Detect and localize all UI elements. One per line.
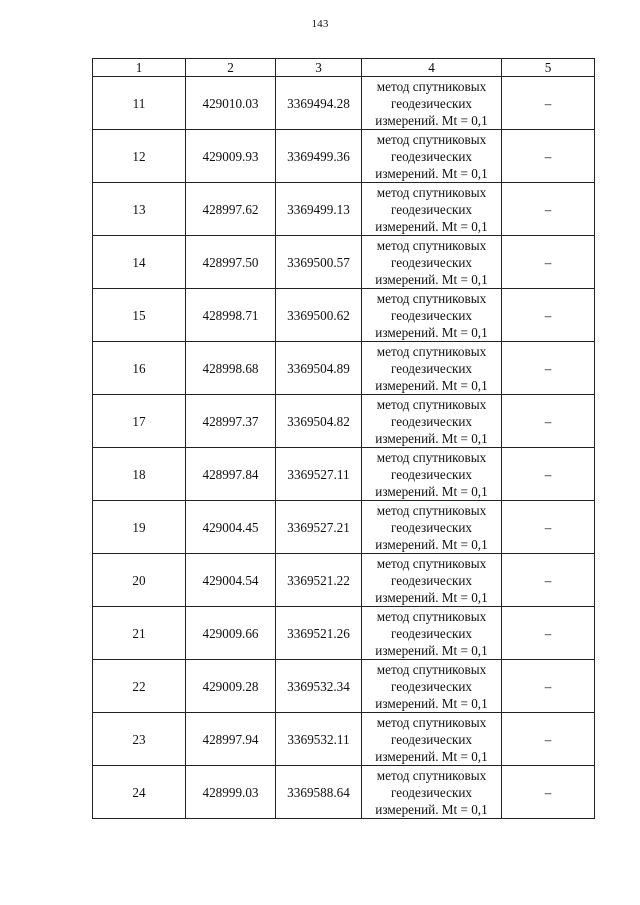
method-line: метод спутниковых (376, 767, 487, 783)
method-line: геодезических (390, 254, 473, 270)
method-line: метод спутниковых (376, 237, 487, 253)
method-cell (362, 130, 502, 183)
method-line: измерений. Mt = 0,1 (375, 536, 488, 552)
note-cell: – (502, 395, 595, 448)
y-coordinate-cell: 3369527.11 (276, 448, 362, 501)
point-number-cell: 15 (93, 289, 186, 342)
y-coordinate-cell: 3369499.36 (276, 130, 362, 183)
method-line: геодезических (390, 95, 473, 111)
point-number-cell: 23 (93, 713, 186, 766)
method-line: измерений. Mt = 0,1 (375, 748, 488, 764)
method-cell (362, 554, 502, 607)
y-coordinate-cell: 3369532.11 (276, 713, 362, 766)
method-cell (362, 766, 502, 819)
header-cell-2: 2 (186, 59, 276, 77)
method-cell (362, 448, 502, 501)
point-number-cell: 14 (93, 236, 186, 289)
method-line: измерений. Mt = 0,1 (375, 589, 488, 605)
x-coordinate-cell: 428999.03 (186, 766, 276, 819)
note-cell: – (502, 607, 595, 660)
method-cell (362, 236, 502, 289)
note-cell: – (502, 448, 595, 501)
method-line: измерений. Mt = 0,1 (375, 271, 488, 287)
method-line: измерений. Mt = 0,1 (375, 695, 488, 711)
table-row (93, 289, 595, 342)
point-number-cell: 20 (93, 554, 186, 607)
table-row (93, 713, 595, 766)
method-line: измерений. Mt = 0,1 (375, 112, 488, 128)
note-cell: – (502, 183, 595, 236)
method-line: метод спутниковых (376, 78, 487, 94)
x-coordinate-cell: 428997.94 (186, 713, 276, 766)
method-cell (362, 713, 502, 766)
method-line: измерений. Mt = 0,1 (375, 642, 488, 658)
table-row (93, 448, 595, 501)
header-cell-5: 5 (502, 59, 595, 77)
x-coordinate-cell: 428997.50 (186, 236, 276, 289)
x-coordinate-cell: 428998.68 (186, 342, 276, 395)
method-line: геодезических (390, 466, 473, 482)
point-number-cell: 12 (93, 130, 186, 183)
x-coordinate-cell: 428997.62 (186, 183, 276, 236)
method-cell (362, 395, 502, 448)
y-coordinate-cell: 3369500.62 (276, 289, 362, 342)
x-coordinate-cell: 428997.84 (186, 448, 276, 501)
table-body (93, 77, 595, 819)
method-cell (362, 289, 502, 342)
method-line: метод спутниковых (376, 502, 487, 518)
method-line: геодезических (390, 784, 473, 800)
y-coordinate-cell: 3369500.57 (276, 236, 362, 289)
method-line: измерений. Mt = 0,1 (375, 218, 488, 234)
y-coordinate-cell: 3369499.13 (276, 183, 362, 236)
header-cell-4: 4 (362, 59, 502, 77)
x-coordinate-cell: 428998.71 (186, 289, 276, 342)
point-number-cell: 13 (93, 183, 186, 236)
table-row (93, 342, 595, 395)
x-coordinate-cell: 429010.03 (186, 77, 276, 130)
method-line: измерений. Mt = 0,1 (375, 483, 488, 499)
table-row (93, 607, 595, 660)
method-line: геодезических (390, 360, 473, 376)
method-cell (362, 77, 502, 130)
note-cell: – (502, 342, 595, 395)
note-cell: – (502, 77, 595, 130)
table-row (93, 554, 595, 607)
method-line: метод спутниковых (376, 714, 487, 730)
point-number-cell: 17 (93, 395, 186, 448)
point-number-cell: 22 (93, 660, 186, 713)
x-coordinate-cell: 429004.54 (186, 554, 276, 607)
method-line: геодезических (390, 201, 473, 217)
point-number-cell: 11 (93, 77, 186, 130)
method-line: геодезических (390, 413, 473, 429)
method-line: геодезических (390, 625, 473, 641)
method-cell (362, 660, 502, 713)
method-line: измерений. Mt = 0,1 (375, 165, 488, 181)
table-row (93, 183, 595, 236)
method-line: геодезических (390, 731, 473, 747)
method-line: метод спутниковых (376, 396, 487, 412)
method-line: измерений. Mt = 0,1 (375, 430, 488, 446)
table-row (93, 77, 595, 130)
method-line: метод спутниковых (376, 131, 487, 147)
header-cell-1: 1 (93, 59, 186, 77)
method-line: метод спутниковых (376, 290, 487, 306)
method-cell (362, 607, 502, 660)
point-number-cell: 16 (93, 342, 186, 395)
y-coordinate-cell: 3369504.82 (276, 395, 362, 448)
table-row (93, 766, 595, 819)
method-line: геодезических (390, 519, 473, 535)
x-coordinate-cell: 429004.45 (186, 501, 276, 554)
method-line: измерений. Mt = 0,1 (375, 801, 488, 817)
y-coordinate-cell: 3369504.89 (276, 342, 362, 395)
table-row (93, 501, 595, 554)
page-number: 143 (311, 18, 329, 30)
note-cell: – (502, 236, 595, 289)
note-cell: – (502, 289, 595, 342)
y-coordinate-cell: 3369521.26 (276, 607, 362, 660)
coordinates-table (92, 58, 595, 819)
y-coordinate-cell: 3369527.21 (276, 501, 362, 554)
method-line: метод спутниковых (376, 608, 487, 624)
method-cell (362, 342, 502, 395)
table-row (93, 236, 595, 289)
method-cell (362, 183, 502, 236)
method-line: метод спутниковых (376, 184, 487, 200)
note-cell: – (502, 554, 595, 607)
note-cell: – (502, 713, 595, 766)
point-number-cell: 18 (93, 448, 186, 501)
note-cell: – (502, 660, 595, 713)
note-cell: – (502, 766, 595, 819)
table-row (93, 130, 595, 183)
table-row (93, 660, 595, 713)
method-line: метод спутниковых (376, 449, 487, 465)
method-line: метод спутниковых (376, 661, 487, 677)
y-coordinate-cell: 3369521.22 (276, 554, 362, 607)
point-number-cell: 21 (93, 607, 186, 660)
table-header (93, 59, 595, 77)
method-line: измерений. Mt = 0,1 (375, 377, 488, 393)
x-coordinate-cell: 429009.66 (186, 607, 276, 660)
y-coordinate-cell: 3369494.28 (276, 77, 362, 130)
method-line: геодезических (390, 678, 473, 694)
x-coordinate-cell: 428997.37 (186, 395, 276, 448)
method-line: измерений. Mt = 0,1 (375, 324, 488, 340)
header-row (93, 59, 595, 77)
y-coordinate-cell: 3369588.64 (276, 766, 362, 819)
x-coordinate-cell: 429009.93 (186, 130, 276, 183)
table-row (93, 395, 595, 448)
point-number-cell: 24 (93, 766, 186, 819)
header-cell-3: 3 (276, 59, 362, 77)
method-line: геодезических (390, 307, 473, 323)
method-line: метод спутниковых (376, 343, 487, 359)
y-coordinate-cell: 3369532.34 (276, 660, 362, 713)
point-number-cell: 19 (93, 501, 186, 554)
method-line: геодезических (390, 572, 473, 588)
note-cell: – (502, 130, 595, 183)
method-line: геодезических (390, 148, 473, 164)
note-cell: – (502, 501, 595, 554)
method-line: метод спутниковых (376, 555, 487, 571)
x-coordinate-cell: 429009.28 (186, 660, 276, 713)
method-cell (362, 501, 502, 554)
